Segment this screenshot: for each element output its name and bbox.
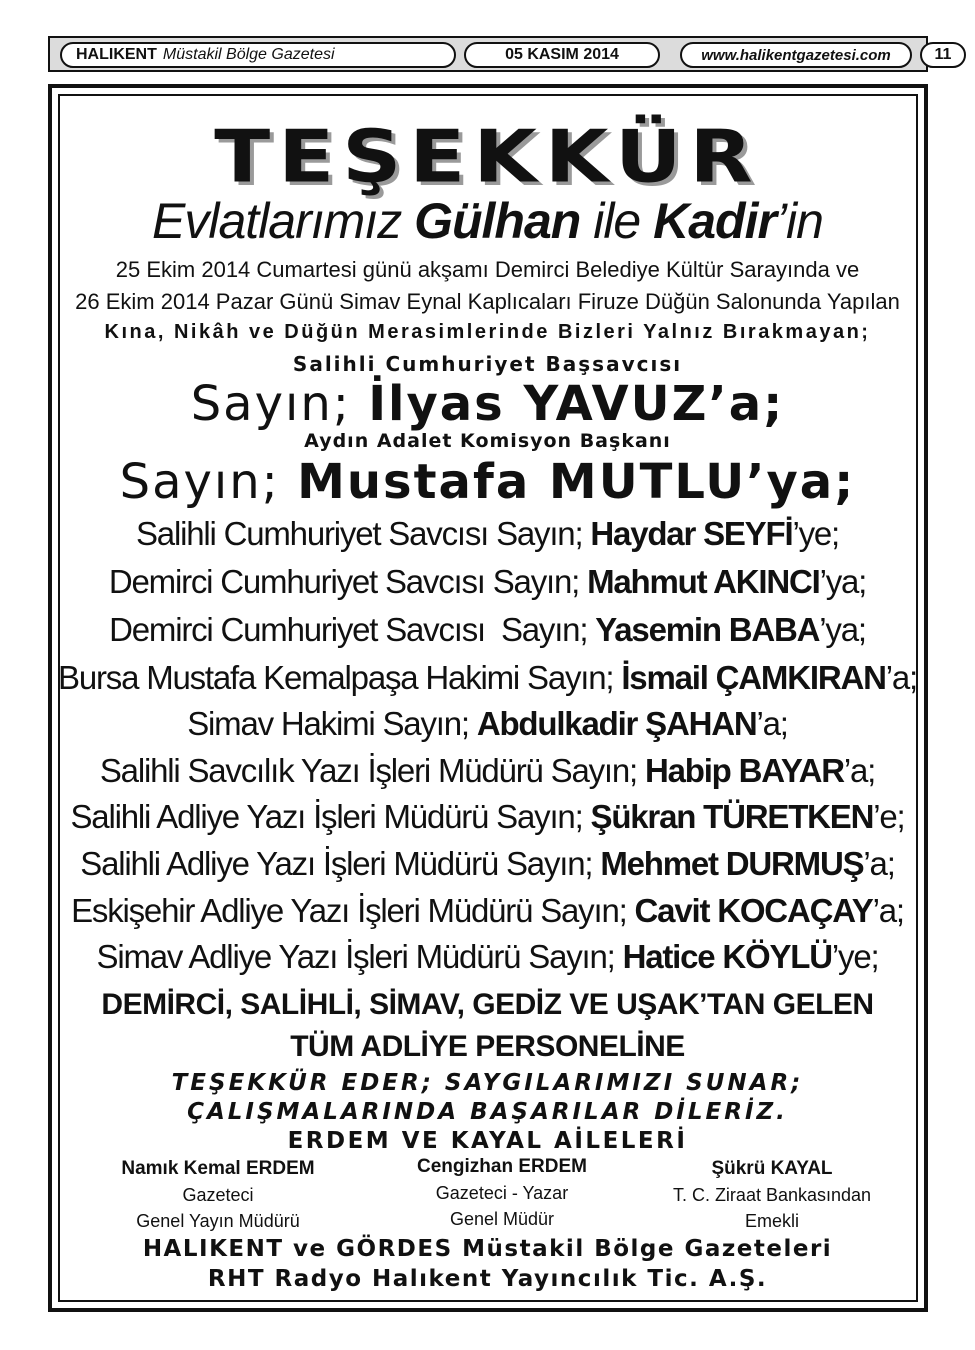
intro-line-2: 26 Ekim 2014 Pazar Günü Simav Eynal Kaplıcaları Firuze Düğün Salonunda Yapılan: [75, 289, 900, 314]
page-number: 11: [920, 42, 966, 68]
staff-line-1: DEMİRCİ, SALİHLİ, SİMAV, GEDİZ VE UŞAK’TAN GELEN: [101, 988, 874, 1021]
recipient-line: Simav Adliye Yazı İşleri Müdürü Sayın; Hatice KÖYLÜ’ye;: [96, 938, 879, 975]
newspaper-tagline: Müstakil Bölge Gazetesi: [162, 46, 335, 63]
recipient-line: Salihli Adliye Yazı İşleri Müdürü Sayın; Şükran TÜRETKEN’e;: [70, 798, 905, 835]
signatory-name: Namık Kemal ERDEM: [121, 1158, 315, 1179]
signatory-role: T. C. Ziraat Bankasından: [672, 1185, 872, 1205]
signatory-role: Gazeteci - Yazar: [435, 1183, 569, 1203]
recipient-line: Salihli Adliye Yazı İşleri Müdürü Sayın; Mehmet DURMUŞ’a;: [80, 845, 895, 882]
recipient-line: Demirci Cumhuriyet Savcısı Sayın; Yasemin BABA’ya;: [109, 611, 866, 648]
recipient-line: Demirci Cumhuriyet Savcısı Sayın; Mahmut AKINCI’ya;: [108, 563, 867, 600]
intro-line-3: Kına, Nikâh ve Düğün Merasimlerinde Bizleri Yalnız Bırakmayan;: [104, 321, 871, 343]
signatory-name: Cengizhan ERDEM: [417, 1156, 587, 1177]
website-link[interactable]: www.halikentgazetesi.com: [680, 42, 912, 68]
signatory-role: Gazeteci: [182, 1185, 254, 1205]
child-name-1: Gülhan: [414, 193, 581, 249]
recipient-line: Simav Hakimi Sayın; Abdulkadir ŞAHAN’a;: [187, 705, 788, 742]
signatory-role: Genel Yayın Müdürü: [136, 1211, 300, 1231]
newspaper-header: [48, 36, 952, 72]
issue-date: 05 KASIM 2014: [464, 42, 660, 68]
signatory-1: [68, 1158, 368, 1232]
recipient-line: Salihli Cumhuriyet Savcısı Sayın; Haydar SEYFİ’ye;: [136, 515, 839, 552]
signatory-role: Emekli: [744, 1211, 799, 1231]
signatory-name: Şükrü KAYAL: [711, 1158, 833, 1179]
featured-recipient-1: Sayın; İlyas YAVUZ’a;: [190, 376, 785, 432]
publisher-line-1: HALIKENT ve GÖRDES Müstakil Bölge Gazeteleri: [142, 1236, 833, 1262]
ad-title: TEŞEKKÜR: [214, 115, 761, 200]
ad-subtitle: Evlatlarımız Gülhan ile Kadir’in: [152, 193, 823, 249]
closing-line-1: TEŞEKKÜR EDER; SAYGILARIMIZI SUNAR;: [171, 1070, 804, 1096]
featured-role-1: Salihli Cumhuriyet Başsavcısı: [292, 352, 683, 376]
closing-line-2: ÇALIŞMALARINDA BAŞARILAR DİLERİZ.: [187, 1099, 788, 1125]
signatory-2: [352, 1156, 652, 1230]
staff-line-2: TÜM ADLİYE PERSONELİNE: [290, 1030, 685, 1063]
featured-role-2: Aydın Adalet Komisyon Başkanı: [304, 430, 671, 452]
intro-line-1: 25 Ekim 2014 Cumartesi günü akşamı Demirci Belediye Kültür Sarayında ve: [115, 257, 860, 282]
child-name-2: Kadir: [653, 193, 776, 249]
recipient-line: Bursa Mustafa Kemalpaşa Hakimi Sayın; İsmail ÇAMKIRAN’a;: [58, 659, 917, 696]
recipient-line: Eskişehir Adliye Yazı İşleri Müdürü Sayın; Cavit KOCAÇAY’a;: [71, 892, 904, 929]
families-signature: ERDEM VE KAYAL AİLELERİ: [287, 1128, 688, 1154]
signatory-role: Genel Müdür: [449, 1209, 555, 1229]
newspaper-name-pill: [60, 42, 456, 68]
recipient-line: Salihli Savcılık Yazı İşleri Müdürü Sayın; Habip BAYAR’a;: [99, 752, 876, 789]
signatory-3: [622, 1158, 922, 1232]
featured-recipient-2: Sayın; Mustafa MUTLU’ya;: [119, 454, 856, 510]
publisher-line-2: RHT Radyo Halıkent Yayıncılık Tic. A.Ş.: [207, 1266, 768, 1292]
newspaper-name: HALIKENT: [76, 46, 157, 63]
